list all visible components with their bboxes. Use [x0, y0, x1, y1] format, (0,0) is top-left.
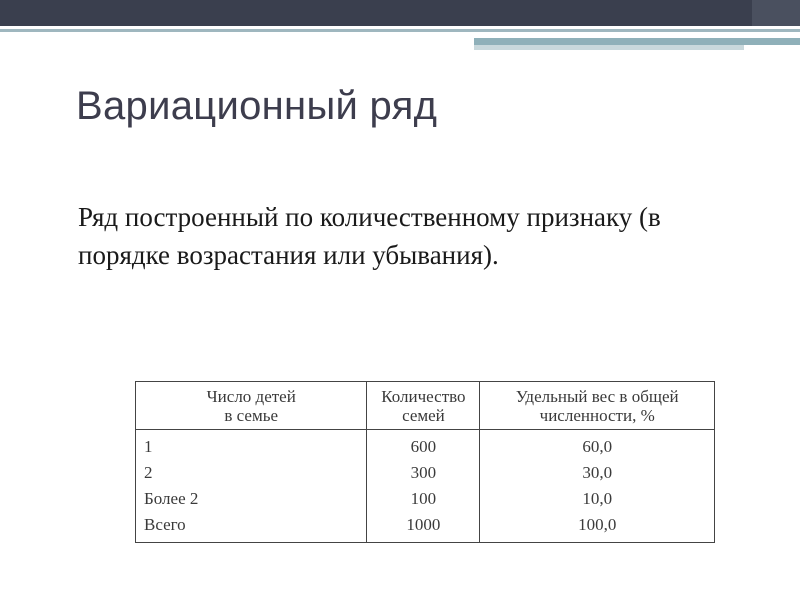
table-row: [136, 460, 715, 486]
slide-body-text: Ряд построенный по количественному признаку (в порядке возрастания или убывания).: [78, 202, 661, 270]
header-line: семей: [402, 406, 445, 425]
header-line: Количество: [381, 387, 466, 406]
cell-children: 2: [136, 460, 367, 486]
cell-share: 30,0: [582, 463, 613, 482]
cell-share: 10,0: [582, 489, 613, 508]
cell-families: 600: [367, 430, 480, 461]
table-row: [136, 486, 715, 512]
header-family-count: [367, 382, 480, 430]
accent-line: [0, 29, 800, 32]
table-row: [136, 430, 715, 461]
cell-children: 1: [136, 430, 367, 461]
table-row-total: [136, 512, 715, 543]
table-header-row: [136, 382, 715, 430]
accent-strip: [474, 38, 800, 45]
cell-families: 1000: [367, 512, 480, 543]
header-line: Число детей: [206, 387, 296, 406]
cell-children: Всего: [136, 512, 367, 543]
cell-share: 100,0: [578, 515, 617, 534]
header-line: численности, %: [539, 406, 655, 425]
header-children-count: [136, 382, 367, 430]
slide-title: Вариационный ряд: [76, 84, 438, 128]
header-line: в семье: [224, 406, 279, 425]
top-decorative-band: [0, 0, 800, 26]
header-share-percent: [480, 382, 715, 430]
cell-families: 100: [367, 486, 480, 512]
accent-strip-light: [474, 45, 744, 50]
cell-families: 300: [367, 460, 480, 486]
cell-children: Более 2: [136, 486, 367, 512]
header-line: Удельный вес в общей: [515, 387, 679, 406]
cell-share: 60,0: [582, 437, 613, 456]
frequency-table: [135, 381, 715, 543]
top-band-corner: [752, 0, 800, 26]
